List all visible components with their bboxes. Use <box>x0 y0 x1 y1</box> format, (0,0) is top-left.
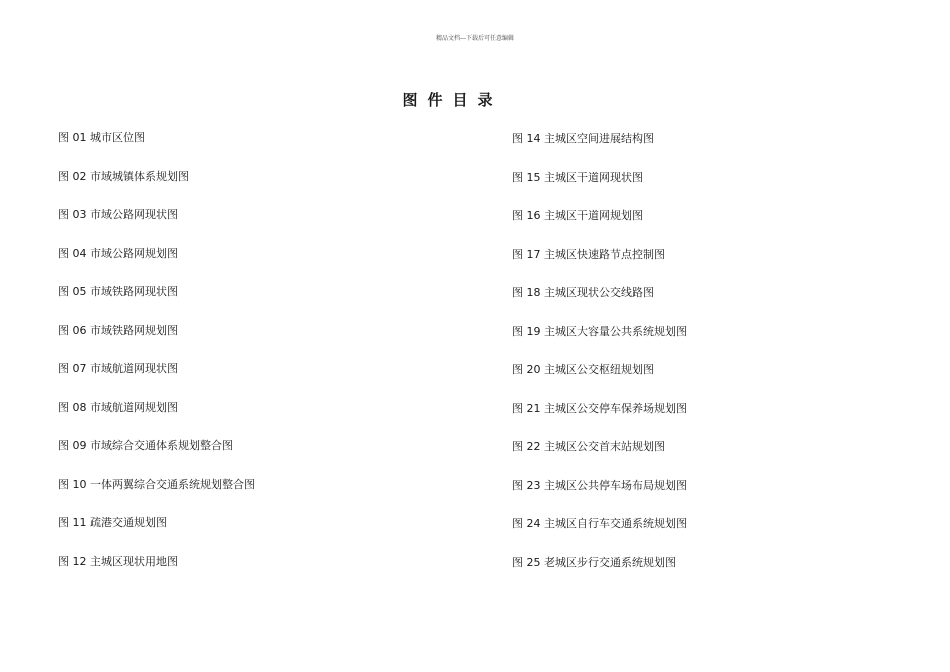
list-item: 图 07 市域航道网现状图 <box>58 362 178 375</box>
figure-list-left <box>58 130 255 592</box>
list-item: 图 06 市域铁路网规划图 <box>58 323 178 337</box>
list-item: 图 15 主城区干道网现状图 <box>512 170 643 184</box>
list-item: 图 19 主城区大容量公共系统规划图 <box>512 324 687 338</box>
list-item: 图 21 主城区公交停车保养场规划图 <box>512 401 687 415</box>
list-item: 图 04 市域公路网规划图 <box>58 246 178 260</box>
list-item: 图 11 疏港交通规划图 <box>58 516 167 529</box>
list-item: 图 12 主城区现状用地图 <box>58 554 178 568</box>
list-item: 图 01 城市区位图 <box>58 131 145 144</box>
list-item: 图 25 老城区步行交通系统规划图 <box>512 555 676 569</box>
list-item: 图 24 主城区自行车交通系统规划图 <box>512 517 687 530</box>
list-item: 图 16 主城区干道网规划图 <box>512 209 643 222</box>
list-item: 图 05 市域铁路网现状图 <box>58 285 178 298</box>
list-item: 图 02 市域城镇体系规划图 <box>58 169 189 183</box>
figure-list-right <box>512 130 687 592</box>
list-item: 图 22 主城区公交首末站规划图 <box>512 440 665 453</box>
list-item: 图 09 市域综合交通体系规划整合图 <box>58 439 233 452</box>
list-item: 图 14 主城区空间进展结构图 <box>512 132 654 145</box>
list-item: 图 23 主城区公共停车场布局规划图 <box>512 478 687 492</box>
list-item: 图 20 主城区公交枢纽规划图 <box>512 363 654 376</box>
page-title: 图件目录 <box>402 91 503 109</box>
header-note: 精品文档---下载后可任意编辑 <box>435 35 515 42</box>
list-item: 图 10 一体两翼综合交通系统规划整合图 <box>58 477 255 491</box>
list-item: 图 08 市域航道网规划图 <box>58 400 178 414</box>
list-item: 图 17 主城区快速路节点控制图 <box>512 247 665 261</box>
list-item: 图 18 主城区现状公交线路图 <box>512 286 654 299</box>
list-item: 图 03 市域公路网现状图 <box>58 208 178 221</box>
